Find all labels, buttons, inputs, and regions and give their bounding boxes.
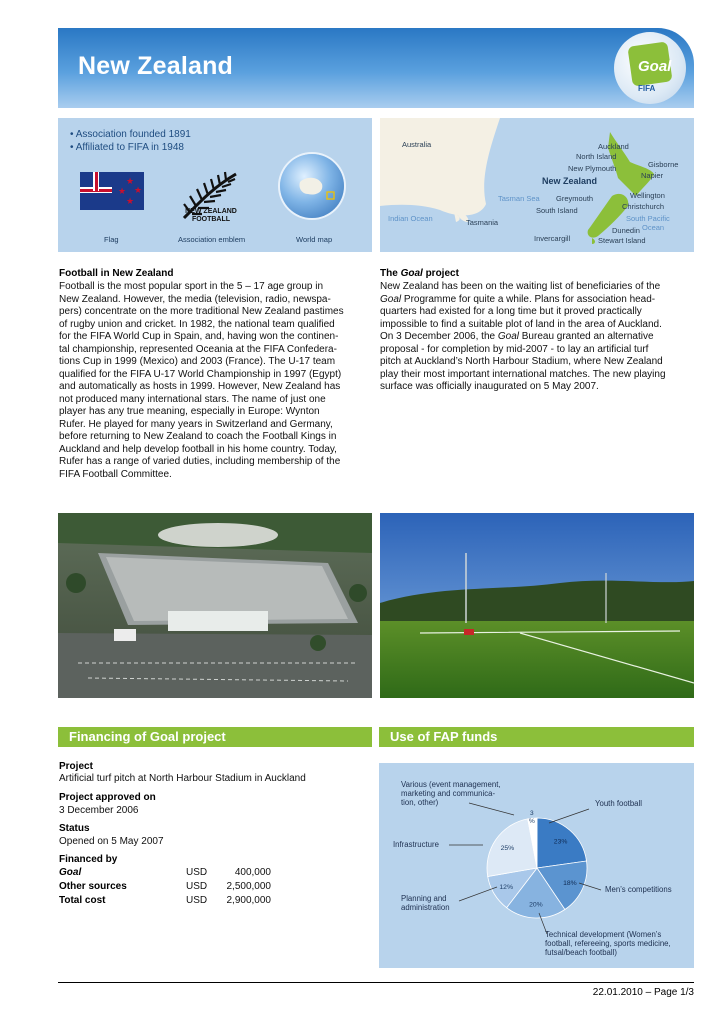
paragraph-line: surface was officially inaugurated on 5 May 2007. xyxy=(380,381,599,392)
goal-logo-text: Goal xyxy=(638,58,672,75)
fap-pie-panel xyxy=(379,763,694,968)
label-mens-competitions: Men’s competitions xyxy=(605,885,672,894)
approved-label: Project approved on xyxy=(59,792,156,803)
fifa-logo-text: FIFA xyxy=(638,84,656,93)
map-label-new-plymouth: New Plymouth xyxy=(568,164,617,173)
new-zealand-map xyxy=(380,118,694,252)
star-icon: ★ xyxy=(118,186,127,196)
emblem-caption: Association emblem xyxy=(178,235,246,244)
financing-amount: 2,500,000 xyxy=(226,881,271,892)
map-label-christchurch: Christchurch xyxy=(622,202,665,211)
flag-caption: Flag xyxy=(104,235,119,244)
pie-value-label: 18% xyxy=(563,880,577,888)
financing-currency: USD xyxy=(186,895,208,906)
approved-value: 3 December 2006 xyxy=(59,805,139,816)
map-label-gisborne: Gisborne xyxy=(648,160,679,169)
paragraph-line: New Zealand has been on the waiting list of beneficiaries of the xyxy=(380,281,661,292)
turf-pitch-photo xyxy=(380,513,694,698)
financing-row xyxy=(59,895,289,909)
aerial-stadium-photo xyxy=(58,513,372,698)
paragraph-line: before returning to New Zealand to coach the Football Kings in xyxy=(59,431,337,442)
heading-em: Goal xyxy=(400,268,423,279)
pie-value-label: 12% xyxy=(499,884,514,892)
paragraph-line: not produced many international stars. The name of just one xyxy=(59,393,326,405)
map-label-invercargill: Invercargill xyxy=(534,234,571,243)
goal-project-heading xyxy=(380,268,459,279)
label-infrastructure: Infrastructure xyxy=(393,840,439,849)
association-info-panel xyxy=(58,118,372,252)
leader-line-youth xyxy=(549,809,589,823)
paragraph-line: On 3 December 2006, the Goal Bureau granted an alternative xyxy=(380,331,654,342)
financing-amount: 2,900,000 xyxy=(226,895,271,906)
paragraph-line: qualified for the FIFA U-17 World Championship in 1997 (Egypt) xyxy=(59,368,342,380)
label-youth-football: Youth football xyxy=(595,799,642,808)
paragraph-line: Football is the most popular sport in the 5 – 17 age group in xyxy=(59,281,324,292)
paragraph-line: player has any true meaning, especially in Europe: Wynton xyxy=(59,406,320,417)
aerial-stadium-image xyxy=(58,513,372,698)
turf-pitch-image xyxy=(380,513,694,698)
map-label-australia: Australia xyxy=(402,140,432,149)
paragraph-line: Goal Programme for quite a while. Plans for association head- xyxy=(380,293,656,305)
heading-pre: The xyxy=(380,268,401,279)
goal-logo xyxy=(614,32,686,104)
page-title: New Zealand xyxy=(78,52,234,80)
financing-row xyxy=(59,867,289,881)
map-label-dunedin: Dunedin xyxy=(612,226,640,235)
project-label: Project xyxy=(59,761,93,772)
paragraph-line: proposal - for completion by mid-2007 - to lay an artificial turf xyxy=(380,343,649,355)
pie-value-label: 23% xyxy=(553,838,568,846)
paragraph-line: and automatically as hosts in 1999. However, New Zealand has xyxy=(59,381,341,392)
label-planning: Planning and administration xyxy=(401,894,450,912)
map-label-napier: Napier xyxy=(641,171,664,180)
map-label-north-island: North Island xyxy=(576,152,617,161)
financing-row xyxy=(59,881,289,895)
paragraph-line: of rugby union and cricket. In 1982, the national team qualified xyxy=(59,318,335,330)
emblem-text xyxy=(176,208,246,224)
world-map-caption: World map xyxy=(296,235,333,244)
map-label-wellington: Wellington xyxy=(630,191,665,200)
map-label-auckland: Auckland xyxy=(598,142,629,151)
paragraph-line: Rufer. He played for many years in Switzerland and Germany, xyxy=(59,418,333,430)
pct-various-sign: % xyxy=(529,818,535,825)
financing-source: Total cost xyxy=(59,895,106,906)
status-value: Opened on 5 May 2007 xyxy=(59,836,164,847)
paragraph-line: pitch at Auckland’s North Harbour Stadium, where New Zealand xyxy=(380,356,663,367)
flag-image xyxy=(80,172,144,210)
financing-section-header: Financing of Goal project xyxy=(58,727,372,747)
footer-rule xyxy=(58,982,694,983)
map-label-indian-ocean: Indian Ocean xyxy=(388,214,433,223)
financing-source: Goal xyxy=(59,867,82,878)
label-technical-development: Technical development (Women’s football, refereeing, sports medicine, futsal/beach football) xyxy=(545,930,671,957)
football-heading: Football in New Zealand xyxy=(59,268,174,279)
paragraph-line: Auckland and help develop football in his home country. Today, xyxy=(59,443,337,455)
financing-amount: 400,000 xyxy=(234,867,271,878)
map-label-greymouth: Greymouth xyxy=(556,194,594,203)
financing-currency: USD xyxy=(186,881,208,892)
union-jack-vertical-red xyxy=(95,172,98,191)
star-icon: ★ xyxy=(126,196,135,206)
map-label-south-pacific: South Pacific xyxy=(626,214,670,223)
map-label-ocean: Ocean xyxy=(642,223,665,232)
goal-project-paragraph xyxy=(380,281,696,394)
paragraph-line: tions Cup in 1999 (Mexico) and 2003 (France). The U-17 team xyxy=(59,356,336,367)
paragraph-line: impossible to find a suitable plot of land in the area of Auckland. xyxy=(380,318,662,330)
fap-section-header: Use of FAP funds xyxy=(379,727,694,747)
label-various: Various (event management, marketing and communica- tion, other) xyxy=(401,780,501,807)
emblem-text-line2: FOOTBALL xyxy=(191,216,231,223)
globe-land-icon xyxy=(280,154,344,218)
header-banner xyxy=(58,28,694,108)
status-label: Status xyxy=(59,823,90,834)
football-paragraph xyxy=(59,281,374,481)
world-map-globe xyxy=(280,154,344,218)
map-label-new-zealand: New Zealand xyxy=(542,176,598,186)
financing-table xyxy=(59,867,289,909)
pie-value-label: 25% xyxy=(500,844,515,852)
paragraph-line: for the FIFA World Cup in Spain, and, having won the continen- xyxy=(59,331,339,342)
paragraph-line: tal championship, represented Oceania at the FIFA Confedera- xyxy=(59,343,337,355)
star-icon: ★ xyxy=(126,176,135,186)
paragraph-line: quarters had existed for a long time but it proved practically xyxy=(380,306,642,317)
founded-bullet: • Association founded 1891 xyxy=(70,129,191,140)
leader-line-planning xyxy=(459,887,497,901)
emblem-text-line1: NEW ZEALAND xyxy=(185,208,237,215)
paragraph-line: pers) concentrate on the more traditional New Zealand pastimes xyxy=(59,306,344,317)
financed-by-label: Financed by xyxy=(59,854,118,865)
project-value: Artificial turf pitch at North Harbour Stadium in Auckland xyxy=(59,773,306,784)
paragraph-line: New Zealand. However, the media (television, radio, newspa- xyxy=(59,293,331,305)
paragraph-line: play their most important international matches. The new playing xyxy=(380,368,666,380)
paragraph-line: FIFA Football Committee. xyxy=(59,468,172,480)
pct-various-number: 3 xyxy=(530,810,534,817)
financing-currency: USD xyxy=(186,867,208,878)
map-label-tasmania: Tasmania xyxy=(466,218,499,227)
financing-source: Other sources xyxy=(59,881,127,892)
heading-post: project xyxy=(422,268,459,279)
affiliated-bullet: • Affiliated to FIFA in 1948 xyxy=(70,142,184,153)
map-label-south-island: South Island xyxy=(536,206,578,215)
page-footer: 22.01.2010 – Page 1/3 xyxy=(592,987,694,998)
star-icon: ★ xyxy=(134,185,143,195)
map-label-stewart-island: Stewart Island xyxy=(598,236,646,245)
map-label-tasman-sea: Tasman Sea xyxy=(498,194,540,203)
paragraph-line: Rufer has a range of varied duties, including membership of the xyxy=(59,456,341,467)
pie-value-label: 20% xyxy=(529,901,543,909)
